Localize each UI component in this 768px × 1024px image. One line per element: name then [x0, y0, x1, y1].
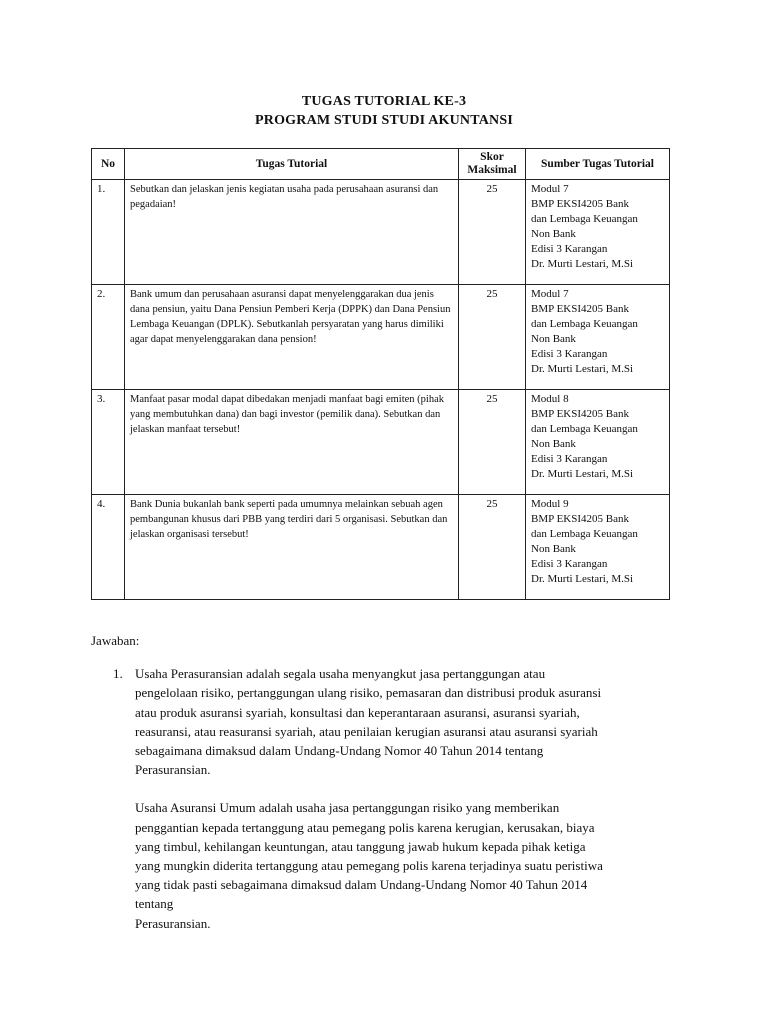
source-line: Non Bank: [531, 228, 576, 240]
answer-line: yang mungkin diderita tertanggung atau pemegang polis karena terjadinya suatu peristiwa: [135, 858, 603, 874]
row-number: 3.: [92, 390, 125, 495]
source-line: BMP EKSI4205 Bank: [531, 303, 629, 315]
row-task: Bank Dunia bukanlah bank seperti pada umumnya melainkan sebuah agen pembangunan khusus dari PBB yang terdiri dari 5 organisasi. Sebutkan dan jelaskan organisasi tersebut!: [125, 495, 459, 600]
source-line: Edisi 3 Karangan: [531, 453, 608, 465]
answers-label: Jawaban:: [91, 633, 140, 648]
answer-line: atau produk asuransi syariah, konsultasi dan keperantaraan asuransi, asuransi syariah,: [135, 704, 580, 720]
row-source: [526, 285, 670, 390]
row-source: [526, 390, 670, 495]
row-number: 2.: [92, 285, 125, 390]
row-task: Bank umum dan perusahaan asuransi dapat menyelenggarakan dua jenis dana pensiun, yaitu Dana Pensiun Pemberi Kerja (DPPK) dan Dana Pensiun Lembaga Keuangan (DPLK). Sebutkanlah persyaratan yang harus dimiliki agar dapat menyelenggarakan dana pension!: [125, 285, 459, 390]
answer-paragraph: [135, 798, 691, 932]
row-score: 25: [459, 390, 526, 495]
source-line: Modul 8: [531, 393, 569, 405]
row-score: 25: [459, 180, 526, 285]
source-line: Edisi 3 Karangan: [531, 558, 608, 570]
source-line: BMP EKSI4205 Bank: [531, 408, 629, 420]
row-score: 25: [459, 495, 526, 600]
row-task: Manfaat pasar modal dapat dibedakan menjadi manfaat bagi emiten (pihak yang membutuhkan dana) dan bagi investor (pemilik dana). Sebutkan dan jelaskan manfaat tersebut!: [125, 390, 459, 495]
source-line: dan Lembaga Keuangan: [531, 528, 638, 540]
table-row: [92, 285, 670, 390]
table-header-row: [92, 149, 670, 180]
answer-line: sebagaimana dimaksud dalam Undang-Undang Nomor 40 Tahun 2014 tentang: [135, 743, 544, 759]
row-source: [526, 495, 670, 600]
header-score-line2: Maksimal: [467, 164, 517, 176]
source-line: Edisi 3 Karangan: [531, 348, 608, 360]
source-line: dan Lembaga Keuangan: [531, 423, 638, 435]
row-score: 25: [459, 285, 526, 390]
answer-line: penggantian kepada tertanggung atau pemegang polis karena kerugian, kerusakan, biaya: [135, 819, 595, 835]
source-line: dan Lembaga Keuangan: [531, 318, 638, 330]
answer-line: yang tidak pasti sebagaimana dimaksud dalam Undang-Undang Nomor 40 Tahun 2014: [135, 877, 588, 893]
answer-line: pengelolaan risiko, pertanggungan ulang risiko, pemasaran dan distribusi produk asuransi: [135, 685, 602, 701]
table-row: [92, 180, 670, 285]
source-line: Edisi 3 Karangan: [531, 243, 608, 255]
source-line: dan Lembaga Keuangan: [531, 213, 638, 225]
answer-line: Perasuransian.: [135, 915, 211, 931]
source-line: Non Bank: [531, 543, 576, 555]
table-row: [92, 390, 670, 495]
row-number: 1.: [92, 180, 125, 285]
row-number: 4.: [92, 495, 125, 600]
source-line: Dr. Murti Lestari, M.Si: [531, 573, 634, 585]
answer-line: Usaha Perasuransian adalah segala usaha menyangkut jasa pertanggungan atau: [135, 666, 546, 682]
document-title: TUGAS TUTORIAL KE-3: [301, 94, 467, 109]
row-task: Sebutkan dan jelaskan jenis kegiatan usaha pada perusahaan asuransi dan pegadaian!: [125, 180, 459, 285]
header-score-line1: Skor: [480, 151, 504, 163]
source-line: Dr. Murti Lestari, M.Si: [531, 258, 634, 270]
table-row: [92, 495, 670, 600]
tutorial-task-table: [91, 148, 670, 600]
answer-item: [91, 664, 691, 933]
answers-section: [91, 631, 691, 933]
source-line: Non Bank: [531, 333, 576, 345]
answer-number: 1.: [113, 666, 123, 682]
answer-line: yang timbul, kehilangan keuntungan, atau tanggung jawab hukum kepada pihak ketiga: [135, 838, 586, 854]
source-line: Dr. Murti Lestari, M.Si: [531, 363, 634, 375]
answer-paragraph: [135, 664, 691, 779]
header-source: Sumber Tugas Tutorial: [526, 149, 670, 180]
source-line: BMP EKSI4205 Bank: [531, 198, 629, 210]
source-line: BMP EKSI4205 Bank: [531, 513, 629, 525]
answer-line: reasuransi, atau reasuransi syariah, atau penilaian kerugian asuransi atau asuransi syariah: [135, 723, 598, 739]
answer-line: tentang: [135, 896, 174, 912]
source-line: Non Bank: [531, 438, 576, 450]
header-task: Tugas Tutorial: [125, 149, 459, 180]
source-line: Modul 7: [531, 288, 569, 300]
source-line: Dr. Murti Lestari, M.Si: [531, 468, 634, 480]
document-subtitle: PROGRAM STUDI STUDI AKUNTANSI: [255, 113, 513, 128]
row-source: [526, 180, 670, 285]
answer-line: Perasuransian.: [135, 762, 211, 778]
source-line: Modul 7: [531, 183, 569, 195]
answer-line: Usaha Asuransi Umum adalah usaha jasa pertanggungan risiko yang memberikan: [135, 800, 560, 816]
header-no: No: [92, 149, 125, 180]
header-score: [459, 149, 526, 180]
source-line: Modul 9: [531, 498, 569, 510]
